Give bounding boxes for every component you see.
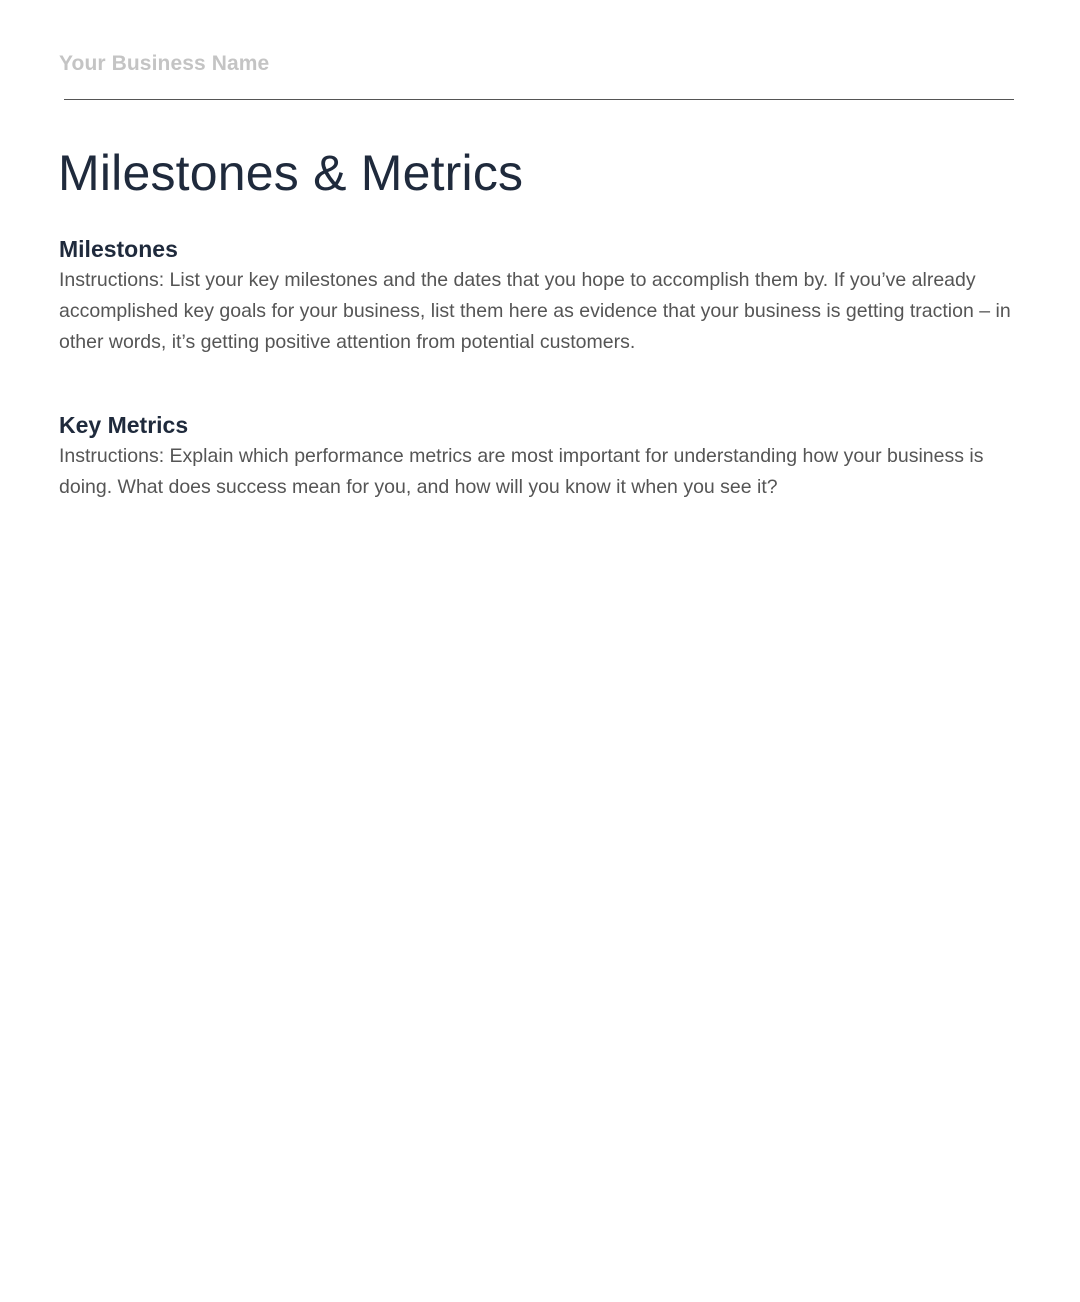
milestones-heading: Milestones xyxy=(59,236,178,262)
page-title: Milestones & Metrics xyxy=(58,145,524,201)
key-metrics-instructions: Instructions: Explain which performance metrics are most important for understanding how your business is doing. What does success mean for you, and how will you know it when you see it? xyxy=(59,445,984,498)
header-divider xyxy=(64,99,1014,100)
milestones-section xyxy=(59,234,1024,358)
key-metrics-heading: Key Metrics xyxy=(59,412,189,438)
key-metrics-section xyxy=(59,410,1024,503)
business-name-header: Your Business Name xyxy=(59,52,270,75)
milestones-instructions: Instructions: List your key milestones and the dates that you hope to accomplish them by. If you’ve already accomplished key goals for your business, list them here as evidence that your business is getting traction – in other words, it’s getting positive attention from potential customers. xyxy=(59,269,1011,353)
